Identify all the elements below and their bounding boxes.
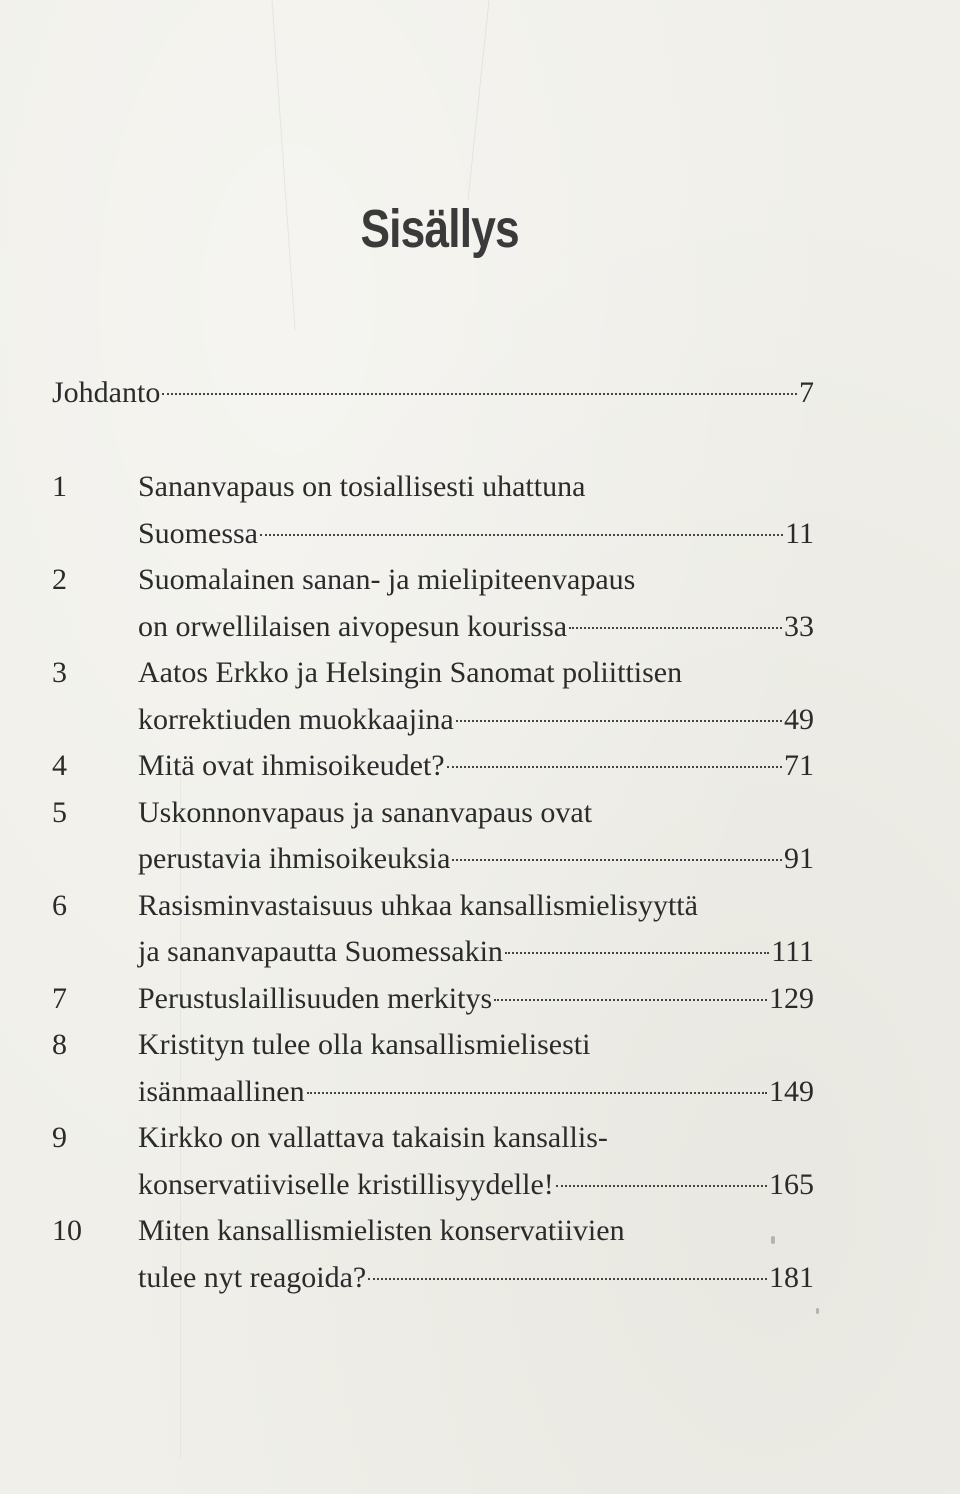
- toc-entry: [52, 1115, 814, 1208]
- dot-leader: [456, 699, 782, 729]
- chapter-title-line: isänmaallinen: [138, 1074, 305, 1108]
- chapter-title-line: Rasisminvastaisuus uhkaa kansallismielisyyttä: [138, 888, 698, 922]
- toc-page-number: 7: [799, 376, 814, 409]
- chapter-number: 10: [52, 1214, 82, 1247]
- page-title: Sisällys: [360, 199, 519, 259]
- toc-page-number: 111: [771, 935, 814, 968]
- dot-leader: [162, 372, 797, 402]
- chapter-title-line: perustavia ihmisoikeuksia: [138, 842, 451, 875]
- dot-leader: [569, 606, 782, 636]
- toc-page-number: 11: [785, 516, 814, 550]
- chapter-title-line: Suomessa: [138, 516, 258, 550]
- chapter-title-line: konservatiiviselle kristillisyydelle!: [138, 1167, 554, 1201]
- chapter-title-line: Uskonnonvapaus ja sananvapaus ovat: [138, 795, 593, 829]
- toc-page-number: 91: [784, 842, 814, 875]
- toc-entry: [52, 883, 814, 976]
- toc-entry: [52, 743, 814, 790]
- chapter-title-line: korrektiuden muokkaajina: [138, 702, 454, 736]
- chapter-title-line: on orwellilaisen aivopesun kourissa: [138, 609, 568, 643]
- chapter-title-line: ja sananvapautta Suomessakin: [138, 935, 503, 968]
- toc-page-number: 49: [784, 702, 814, 736]
- toc-entry-title: Johdanto: [52, 376, 161, 409]
- dot-leader: [260, 513, 783, 543]
- toc-entry: [52, 464, 814, 557]
- dot-leader: [505, 931, 769, 961]
- chapter-number: 4: [52, 749, 67, 782]
- spacer: [52, 418, 814, 464]
- chapter-title-line: Suomalainen sanan- ja mielipiteenvapaus: [138, 563, 636, 596]
- toc-page-number: 181: [769, 1260, 814, 1294]
- chapter-number: 6: [52, 888, 67, 922]
- paper-crease: [271, 0, 295, 329]
- chapter-title-line: Kirkko on vallattava takaisin kansallis-: [138, 1121, 608, 1154]
- toc-page-number: 129: [769, 981, 814, 1015]
- chapter-number: 2: [52, 563, 67, 596]
- dot-leader: [494, 978, 767, 1008]
- toc-entry: [52, 1022, 814, 1115]
- chapter-title-line: Sananvapaus on tosiallisesti uhattuna: [138, 470, 586, 503]
- toc-page-number: 165: [769, 1167, 814, 1201]
- toc-entry: [52, 976, 814, 1023]
- chapter-number: 1: [52, 470, 67, 503]
- dot-leader: [447, 745, 782, 775]
- chapter-title-line: tulee nyt reagoida?: [138, 1260, 367, 1294]
- dot-leader: [307, 1071, 767, 1101]
- toc-entry: [52, 557, 814, 650]
- toc-entry: [52, 650, 814, 743]
- chapter-number: 7: [52, 981, 67, 1015]
- toc-entry: [52, 790, 814, 883]
- toc-entry-intro: [52, 370, 814, 418]
- toc-page-number: 71: [784, 749, 814, 782]
- dot-leader: [452, 838, 782, 868]
- toc-entry: [52, 1208, 814, 1301]
- chapter-number: 3: [52, 656, 67, 689]
- paper-speck: [816, 1308, 819, 1314]
- chapter-number: 8: [52, 1028, 67, 1061]
- chapter-title-line: Kristityn tulee olla kansallismielisesti: [138, 1028, 591, 1061]
- dot-leader: [556, 1164, 767, 1194]
- paper-crease: [468, 0, 490, 199]
- chapter-number: 5: [52, 795, 67, 829]
- chapter-title-line: Mitä ovat ihmisoikeudet?: [138, 749, 445, 782]
- toc-page-number: 149: [769, 1074, 814, 1108]
- chapter-title-line: Aatos Erkko ja Helsingin Sanomat poliittisen: [138, 656, 683, 689]
- chapter-title-line: Perustuslaillisuuden merkitys: [138, 981, 493, 1015]
- toc-page-number: 33: [784, 609, 814, 643]
- table-of-contents: [52, 370, 814, 1301]
- chapter-number: 9: [52, 1121, 67, 1154]
- dot-leader: [368, 1257, 767, 1287]
- chapter-title-line: Miten kansallismielisten konservatiivien: [138, 1214, 625, 1247]
